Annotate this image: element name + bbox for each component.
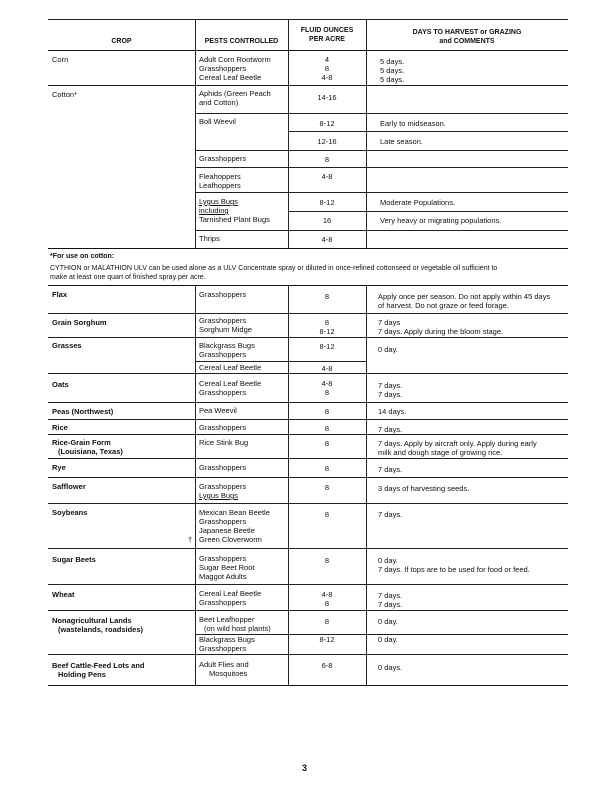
fluid-ounces: 8: [324, 510, 330, 519]
days-comment: Very heavy or migrating populations.: [380, 216, 502, 225]
pest-list: Adult Corn Rootworm Grasshoppers Cereal Leaf Beetle: [199, 55, 271, 82]
days-comment: 7 days. Apply by aircraft only. Apply during early milk and dough stage of growing rice.: [378, 439, 537, 457]
header-fluid-ounces: FLUID OUNCES PER ACRE: [300, 27, 354, 43]
dagger-mark: †: [188, 535, 193, 544]
pest-list: Boll Weevil: [199, 117, 236, 126]
fluid-ounces: 8: [324, 439, 330, 448]
days-comment: 7 days 7 days. Apply during the bloom stage.: [378, 318, 504, 336]
fluid-ounces: 14-16: [317, 93, 337, 102]
crop-name: Safflower: [52, 482, 86, 491]
fluid-ounces: 8 8-12: [319, 318, 335, 336]
days-comment: 7 days.: [378, 425, 403, 434]
days-comment: 3 days of harvesting seeds.: [378, 484, 470, 493]
days-comment: 7 days.: [378, 465, 403, 474]
pest-list: Cereal Leaf Beetle Grasshoppers: [199, 379, 262, 397]
crop-name: Peas (Northwest): [52, 407, 114, 416]
days-comment: 7 days.: [378, 510, 403, 519]
fluid-ounces: 8: [324, 556, 330, 565]
crop-name: Cotton*: [52, 90, 78, 99]
days-comment: 0 day.: [378, 635, 398, 644]
pest-list: Grasshoppers Sugar Beet Root Maggot Adults: [199, 554, 255, 581]
fluid-ounces: 6-8: [321, 661, 333, 670]
days-comment: 7 days. 7 days.: [378, 591, 403, 609]
crop-name: Rice: [52, 423, 68, 432]
days-comment: Early to midseason.: [380, 119, 446, 128]
note-text-line-2: make at least one quart of finished spray per acre.: [50, 274, 206, 281]
fluid-ounces: 8: [324, 424, 330, 433]
fluid-ounces: 8: [324, 464, 330, 473]
fluid-ounces: 4-8 8: [321, 590, 333, 608]
pest-list: Grasshoppers: [199, 290, 247, 299]
pest-list: Tarnished Plant Bugs: [199, 215, 270, 224]
fluid-ounces: 16: [322, 216, 332, 225]
crop-name: Oats: [52, 380, 69, 389]
pest-list: Mexican Bean Beetle Grasshoppers Japanese Beetle Green Cloverworm: [199, 508, 270, 544]
crop-name: Wheat: [52, 590, 75, 599]
fluid-ounces: 8-12: [319, 198, 335, 207]
pest-list: Cereal Leaf Beetle Grasshoppers: [199, 589, 262, 607]
pest-list: Grasshoppers: [199, 463, 247, 472]
fluid-ounces: 4-8: [321, 364, 333, 373]
pest-list: Pea Weevil: [199, 406, 237, 415]
pest-list: Rice Stink Bug: [199, 438, 249, 447]
note-text-line-1: CYTHION or MALATHION ULV can be used alone as a ULV Concentrate spray or diluted in once-refined cottonseed or vegetable oil sufficient to: [50, 265, 498, 272]
days-comment: 0 days.: [378, 663, 403, 672]
fluid-ounces: 4-8: [321, 172, 333, 181]
pest-list: Grasshoppers Sorghum Midge: [199, 316, 252, 334]
fluid-ounces: 8-12: [319, 635, 335, 644]
fluid-ounces: 8-12: [319, 342, 335, 351]
crop-name: Rice-Grain Form (Louisiana, Texas): [52, 438, 123, 456]
pest-list: Aphids (Green Peach and Cotton): [199, 89, 271, 107]
note-title: *For use on cotton:: [50, 253, 115, 260]
fluid-ounces: 8: [324, 483, 330, 492]
days-comment: Late season.: [380, 137, 423, 146]
crop-name: Grasses: [52, 341, 82, 350]
crop-name: Corn: [52, 55, 69, 64]
days-comment: 0 day. 7 days. If tops are to be used for food or feed.: [378, 556, 530, 574]
pest-list: Grasshoppers Lygus Bugs: [199, 482, 247, 500]
days-comment: 5 days. 5 days. 5 days.: [380, 57, 405, 84]
days-comment: 0 day.: [378, 617, 398, 626]
crop-name: Nonagricultural Lands (wastelands, roadsides): [52, 616, 144, 634]
crop-name: Grain Sorghum: [52, 318, 107, 327]
fluid-ounces: 8-12: [319, 119, 335, 128]
fluid-ounces: 12-16: [317, 137, 337, 146]
pest-list: Grasshoppers: [199, 154, 247, 163]
pest-list: Beet Leafhopper (on wild host plants): [199, 615, 271, 633]
fluid-ounces: 8: [324, 407, 330, 416]
days-comment: 14 days.: [378, 407, 407, 416]
pest-list: Adult Flies and Mosquitoes: [199, 660, 249, 678]
crop-name: Soybeans: [52, 508, 88, 517]
header-days-to-harvest: DAYS TO HARVEST or GRAZING and COMMENTS: [412, 29, 522, 45]
pest-list: Blackgrass Bugs Grasshoppers: [199, 635, 255, 653]
pest-list: Lygus Bugs including: [199, 197, 238, 215]
pest-list: Blackgrass Bugs Grasshoppers: [199, 341, 255, 359]
fluid-ounces: 8: [324, 617, 330, 626]
days-comment: Moderate Populations.: [380, 198, 456, 207]
fluid-ounces: 8: [324, 155, 330, 164]
fluid-ounces: 8: [324, 292, 330, 301]
pest-list: Cereal Leaf Beetle: [199, 363, 262, 372]
crop-name: Flax: [52, 290, 68, 299]
header-crop: CROP: [111, 38, 132, 45]
fluid-ounces: 4-8: [321, 235, 333, 244]
pest-list: Grasshoppers: [199, 423, 247, 432]
header-pests: PESTS CONTROLLED: [204, 38, 279, 45]
pest-list: Thrips: [199, 234, 220, 243]
crop-name: Sugar Beets: [52, 555, 96, 564]
days-comment: 7 days. 7 days.: [378, 381, 403, 399]
fluid-ounces: 4 8 4-8: [321, 55, 333, 82]
pest-list: Fleahoppers Leafhoppers: [199, 172, 241, 190]
days-comment: Apply once per season. Do not apply within 45 days of harvest. Do not graze or feed forage.: [378, 292, 551, 310]
days-comment: 0 day.: [378, 345, 398, 354]
crop-name: Rye: [52, 463, 66, 472]
fluid-ounces: 4-8 8: [321, 379, 333, 397]
crop-name: Beef Cattle-Feed Lots and Holding Pens: [52, 661, 145, 679]
page-number: 3: [302, 763, 308, 773]
